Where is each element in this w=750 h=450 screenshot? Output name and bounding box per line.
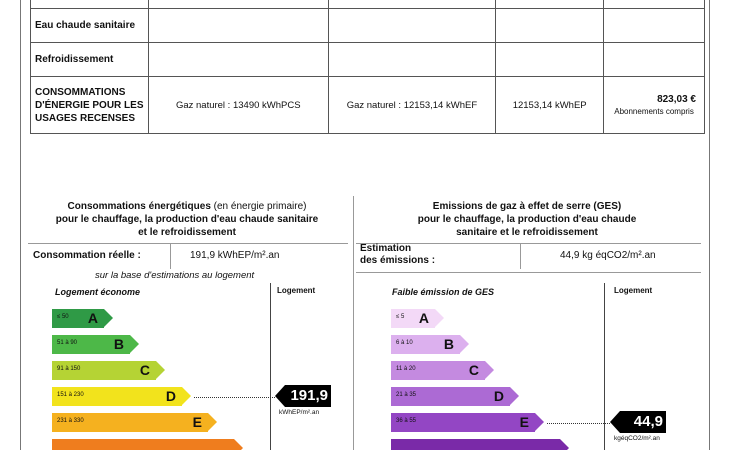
row-label [31,0,149,9]
cell-final-energy [328,9,496,43]
energy-title-line2: pour le chauffage, la production d'eau chaude sanitaire [55,214,319,225]
energy-class-bar-tip [182,387,191,405]
ges-class-range: 36 à 55 [396,418,417,424]
total-cost-note: Abonnements compris [614,107,694,116]
table-row [31,9,705,43]
energy-class-letter: B [113,336,124,352]
ges-class-bar-tip [435,309,444,327]
row-label-cooling: Refroidissement [31,43,149,77]
ges-class-bar [391,361,485,380]
cell-cost [604,77,705,134]
energy-class-range: 91 à 150 [57,366,81,372]
ges-class-bar-tip [560,439,569,450]
ges-reading-label [360,243,435,267]
ges-class-letter: C [468,362,479,378]
energy-class-range: ≤ 50 [57,314,69,320]
energy-class-range: 231 à 330 [57,418,84,424]
ges-reading-label-2: des émissions : [360,255,436,266]
ges-logement-column [604,283,605,450]
energy-class-bar [52,387,182,406]
ges-class-bar [391,413,535,432]
energy-class-letter: A [87,310,98,326]
cell-final-energy [328,43,496,77]
ges-class-letter: A [418,310,429,326]
ges-title-line2: pour le chauffage, la production d'eau chaude [417,214,637,225]
energy-class-bar [52,309,104,328]
ges-marker-unit: kgéqCO2/m².an [614,435,660,442]
energy-class-range: 151 à 230 [57,392,84,398]
table-row [31,0,705,9]
energy-class-range: 51 à 90 [57,340,78,346]
energy-class-bar-tip [234,439,243,450]
energy-scale-head: Logement économe [55,287,141,297]
energy-class-letter: C [139,362,150,378]
ges-class-range: 6 à 10 [396,340,413,346]
panel-divider [353,196,354,450]
ges-class-range: 21 à 35 [396,392,417,398]
ges-class-range: 11 à 20 [396,366,416,372]
energy-class-letter: E [192,414,202,430]
ges-class-bar-tip [510,387,519,405]
cell-primary-energy [496,9,604,43]
ges-class-letter: E [519,414,529,430]
energy-title-normal: (en énergie primaire) [210,201,307,212]
ges-marker-leader [547,423,610,424]
cell-cost [604,0,705,9]
table-row [31,77,705,134]
ges-title-line3: sanitaire et le refroidissement [456,227,598,238]
energy-class-bar [52,361,156,380]
energy-class-bar-tip [104,309,113,327]
ges-class-bar [391,439,560,450]
ges-reading-label-1: Estimation [360,243,412,254]
ges-class-bar [391,335,460,354]
cell-final-energy-detail [148,0,328,9]
cell-final-energy [328,0,496,9]
ges-logement-head: Logement [614,286,653,295]
cell-primary-energy [496,43,604,77]
cell-final-energy-detail [148,43,328,77]
ges-class-bar-tip [460,335,469,353]
energy-marker-unit: kWhEP/m².an [279,409,320,416]
divider-line [28,243,348,244]
energy-marker-leader [194,397,275,398]
energy-reading-label: Consommation réelle : [33,250,141,261]
ges-title-line1: Emissions de gaz à effet de serre (GES) [432,201,622,212]
energy-logement-head: Logement [277,286,316,295]
ges-reading-value: 44,9 kg éqCO2/m².an [560,250,656,261]
energy-basis-note: sur la base d'estimations au logement [95,270,255,281]
cell-final-energy-detail [148,9,328,43]
cell-final-energy-detail: Gaz naturel : 13490 kWhPCS [148,77,328,134]
ges-class-bar [391,309,435,328]
ges-panel-title [362,200,692,239]
cell-cost [604,9,705,43]
energy-class-bar-tip [130,335,139,353]
ges-class-letter: B [443,336,454,352]
energy-panel-title [28,200,346,239]
divider-line [356,272,701,273]
energy-class-letter: D [165,388,176,404]
row-label-hot-water: Eau chaude sanitaire [31,9,149,43]
ges-marker: 44,9 [620,411,666,433]
energy-class-bar [52,413,208,432]
divider-line [170,244,171,269]
energy-class-bar [52,335,130,354]
cell-final-energy: Gaz naturel : 12153,14 kWhEF [328,77,496,134]
cell-cost [604,43,705,77]
energy-title-bold: Consommations énergétiques [67,201,211,212]
cell-primary-energy: 12153,14 kWhEP [496,77,604,134]
energy-reading-value: 191,9 kWhEP/m².an [190,250,280,261]
energy-class-bar-tip [156,361,165,379]
divider-line [520,244,521,269]
ges-class-bar-tip [535,413,544,431]
energy-marker: 191,9 [285,385,331,407]
ges-class-bar-tip [485,361,494,379]
ges-class-bar [391,387,510,406]
table-row [31,43,705,77]
consumption-table [30,0,705,134]
energy-class-bar-tip [208,413,217,431]
energy-class-bar [52,439,234,450]
ges-class-letter: D [493,388,504,404]
row-label-total: CONSOMMATIONS D'ÉNERGIE POUR LES USAGES RECENSES [31,77,149,134]
energy-title-line3: et le refroidissement [138,227,236,238]
ges-class-range: ≤ 5 [396,314,405,320]
ges-scale-head: Faible émission de GES [392,287,495,297]
cell-primary-energy [496,0,604,9]
energy-logement-column [270,283,271,450]
total-cost: 823,03 € [657,94,696,105]
